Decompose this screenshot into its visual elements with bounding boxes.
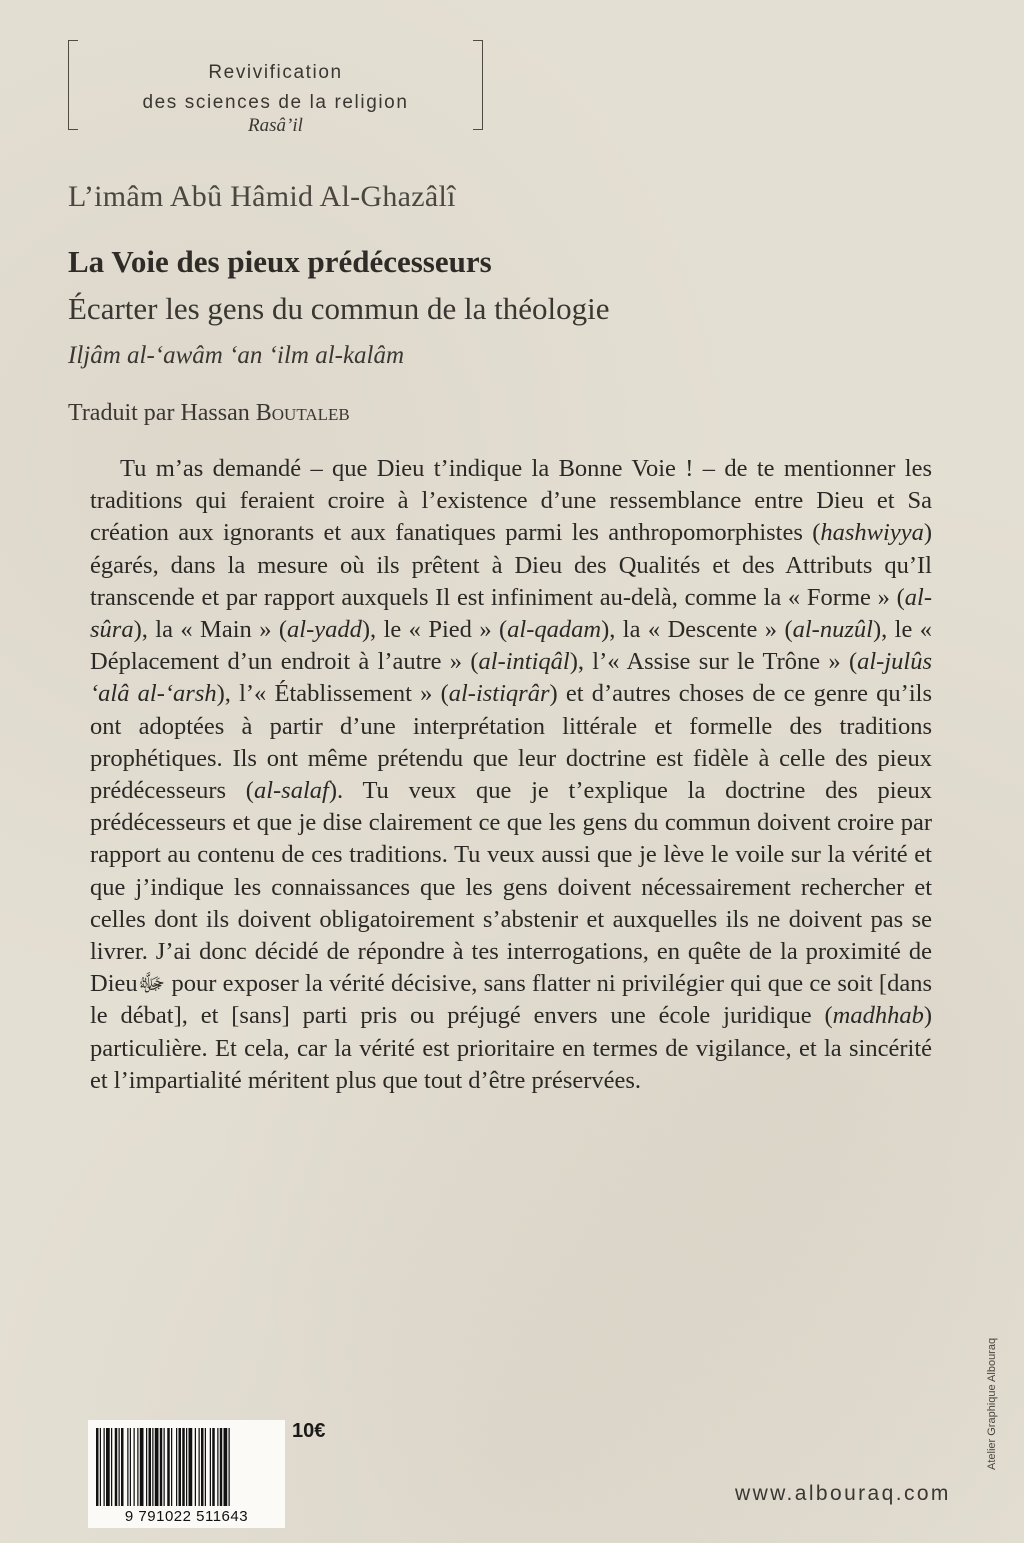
barcode-bar <box>146 1428 147 1506</box>
blurb-text: ) particulière. Et cela, car la vérité est prioritaire en termes de vigilance, et la sincérité et l’impartialité méritent plus que tout d’être préservées. <box>90 1002 932 1094</box>
barcode-bar <box>199 1428 200 1506</box>
barcode-bar <box>119 1428 120 1506</box>
blurb-text: ), la « Main » ( <box>133 616 288 644</box>
barcode-bar <box>164 1428 165 1506</box>
barcode-bar <box>205 1428 206 1506</box>
blurb-text: Tu m’as demandé – que Dieu t’indique la Bonne Voie ! – de te mentionner les traditions qui feraient croire à l’existence d’une ressemblance entre Dieu et Sa création aux ignorants et aux fanatiques parmi les anthropomorphistes ( <box>90 455 932 547</box>
barcode-bar <box>182 1428 185 1506</box>
term-istiqrar: al-istiqrâr <box>448 680 550 708</box>
barcode-bar <box>152 1428 153 1506</box>
book-subtitle: Écarter les gens du commun de la théologie <box>68 291 610 326</box>
barcode-bar <box>130 1428 131 1506</box>
blurb-text: ), l’« Établissement » ( <box>216 680 449 708</box>
barcode-bar <box>224 1428 228 1506</box>
website-url: www.albouraq.com <box>735 1482 951 1505</box>
barcode-digits: 9 791022 511643 <box>124 1508 249 1525</box>
blurb-paragraph <box>90 453 932 1097</box>
barcode-bar <box>115 1428 118 1506</box>
barcode-bar <box>220 1428 223 1506</box>
blurb-text: ), le « Pied » ( <box>361 616 508 644</box>
barcode-bar <box>201 1428 204 1506</box>
term-sura: al-sûra <box>90 583 932 644</box>
barcode-bar <box>212 1428 215 1506</box>
blurb-text: ), l’« Assise sur le Trône » ( <box>569 648 858 676</box>
honorific-glyph: ﷻ <box>137 970 166 998</box>
blurb-text: pour exposer la vérité décisive, sans flatter ni privilégier qui que ce soit [dans le débat], et [sans] parti pris ou préjugé envers une école juridique ( <box>90 970 932 1030</box>
translator-prefix: Traduit par Hassan <box>68 400 250 426</box>
author-name: L’imâm Abû Hâmid Al-Ghazâlî <box>68 180 456 213</box>
barcode-bar <box>137 1428 138 1506</box>
barcode-bars <box>96 1428 277 1506</box>
book-title: La Voie des pieux prédécesseurs <box>68 244 492 279</box>
barcode-bar <box>186 1428 187 1506</box>
term-intiqal: al-intiqâl <box>478 648 570 676</box>
collection-line-1: Revivification <box>208 62 343 83</box>
barcode-bar <box>100 1428 101 1506</box>
barcode-bar <box>160 1428 163 1506</box>
blurb-text: ) et d’autres choses de ce genre qu’ils ont adoptées à partir d’une interprétation littérale et formelle des traditions prophétiques. Ils ont même prétendu que leur doctrine est fidèle à celle des pieux prédécesseurs ( <box>90 680 932 805</box>
barcode-bar <box>229 1428 230 1506</box>
barcode-bar <box>210 1428 211 1506</box>
barcode <box>88 1420 285 1528</box>
series-name: Rasâ’il <box>248 115 303 136</box>
barcode-bar <box>171 1428 172 1506</box>
term-hashwiyya: hashwiyya <box>820 519 924 547</box>
collection-bracket <box>68 40 483 136</box>
barcode-bar <box>111 1428 112 1506</box>
term-julus: al-julûs ‘alâ al-‘arsh <box>90 648 932 708</box>
translator-surname: Boutaleb <box>255 400 350 426</box>
barcode-bar <box>179 1428 182 1506</box>
collection-line-2: des sciences de la religion <box>142 92 409 113</box>
design-credit: Atelier Graphique Albouraq <box>986 1337 998 1470</box>
blurb-text: ), la « Descente » ( <box>601 616 793 644</box>
blurb-text: ), le « Déplacement d’un endroit à l’autre » ( <box>90 616 932 676</box>
term-qadam: al-qadam <box>507 616 602 644</box>
term-nuzul: al-nuzûl <box>792 616 873 644</box>
barcode-bar <box>217 1428 218 1506</box>
barcode-bar <box>167 1428 170 1506</box>
barcode-bar <box>155 1428 159 1506</box>
barcode-bar <box>127 1428 128 1506</box>
price-label: 10€ <box>292 1420 326 1442</box>
barcode-bar <box>149 1428 152 1506</box>
blurb-text: ) égarés, dans la mesure où ils prêtent à Dieu des Qualités et des Attributs qu’Il transcende et par rapport auxquels Il est infiniment au-delà, comme la « Forme » ( <box>90 519 932 611</box>
term-yadd: al-yadd <box>287 616 362 644</box>
barcode-bar <box>195 1428 196 1506</box>
barcode-bar <box>189 1428 193 1506</box>
translator-credit <box>68 400 350 427</box>
barcode-bar <box>140 1428 144 1506</box>
barcode-bar <box>96 1428 99 1506</box>
term-madhhab: madhhab <box>832 1002 924 1030</box>
blurb-text: ). Tu veux que je t’explique la doctrine des pieux prédécesseurs et que je dise clairement ce que les gens du commun doivent croire par rapport au contenu de ces traditions. Tu veux aussi que je lève le voile sur la vérité et que j’indique les connaissances que les gens doivent nécessairement rechercher et celles dont ils doivent obligatoirement s’abstenir et auxquelles ils ne doivent pas se livrer. J’ai donc décidé de répondre à tes interrogations, en quête de la proximité de Dieu <box>90 777 932 998</box>
barcode-bar <box>121 1428 124 1506</box>
barcode-bar <box>134 1428 135 1506</box>
arabic-title: Iljâm al-‘awâm ‘an ‘ilm al-kalâm <box>68 342 405 369</box>
barcode-bar <box>106 1428 110 1506</box>
term-salaf: al-salaf <box>253 777 329 805</box>
barcode-bar <box>176 1428 177 1506</box>
barcode-bar <box>104 1428 105 1506</box>
